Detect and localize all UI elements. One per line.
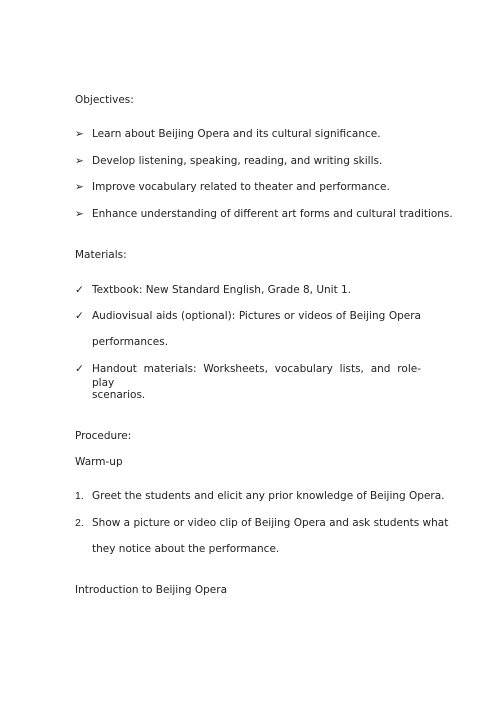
material-text-continued: performances. (92, 336, 169, 348)
material-text-continued: scenarios. (92, 389, 146, 401)
warmup-heading: Warm-up (75, 456, 123, 468)
objective-text: Develop listening, speaking, reading, and writing skills. (92, 155, 383, 167)
material-text: Textbook: New Standard English, Grade 8, Unit 1. (92, 284, 352, 296)
objective-text: Learn about Beijing Opera and its cultural significance. (92, 128, 381, 140)
arrow-bullet-icon: ➢ (75, 155, 84, 167)
material-text: Audiovisual aids (optional): Pictures or videos of Beijing Opera (92, 310, 421, 322)
introduction-heading: Introduction to Beijing Opera (75, 584, 228, 596)
materials-heading: Materials: (75, 249, 127, 261)
checkmark-icon: ✓ (75, 363, 84, 375)
objectives-heading: Objectives: (75, 94, 134, 106)
step-number: 2. (75, 517, 84, 529)
procedure-heading: Procedure: (75, 430, 132, 442)
material-text: Handout materials: Worksheets, vocabulary lists, and role-play (92, 363, 421, 389)
arrow-bullet-icon: ➢ (75, 128, 84, 140)
arrow-bullet-icon: ➢ (75, 208, 84, 220)
step-number: 1. (75, 490, 84, 502)
step-text-continued: they notice about the performance. (92, 543, 280, 555)
step-text: Greet the students and elicit any prior knowledge of Beijing Opera. (92, 490, 445, 502)
arrow-bullet-icon: ➢ (75, 181, 84, 193)
checkmark-icon: ✓ (75, 310, 84, 322)
step-text: Show a picture or video clip of Beijing Opera and ask students what (92, 517, 449, 529)
objective-text: Improve vocabulary related to theater and performance. (92, 181, 390, 193)
checkmark-icon: ✓ (75, 284, 84, 296)
objective-text: Enhance understanding of different art forms and cultural traditions. (92, 208, 453, 220)
